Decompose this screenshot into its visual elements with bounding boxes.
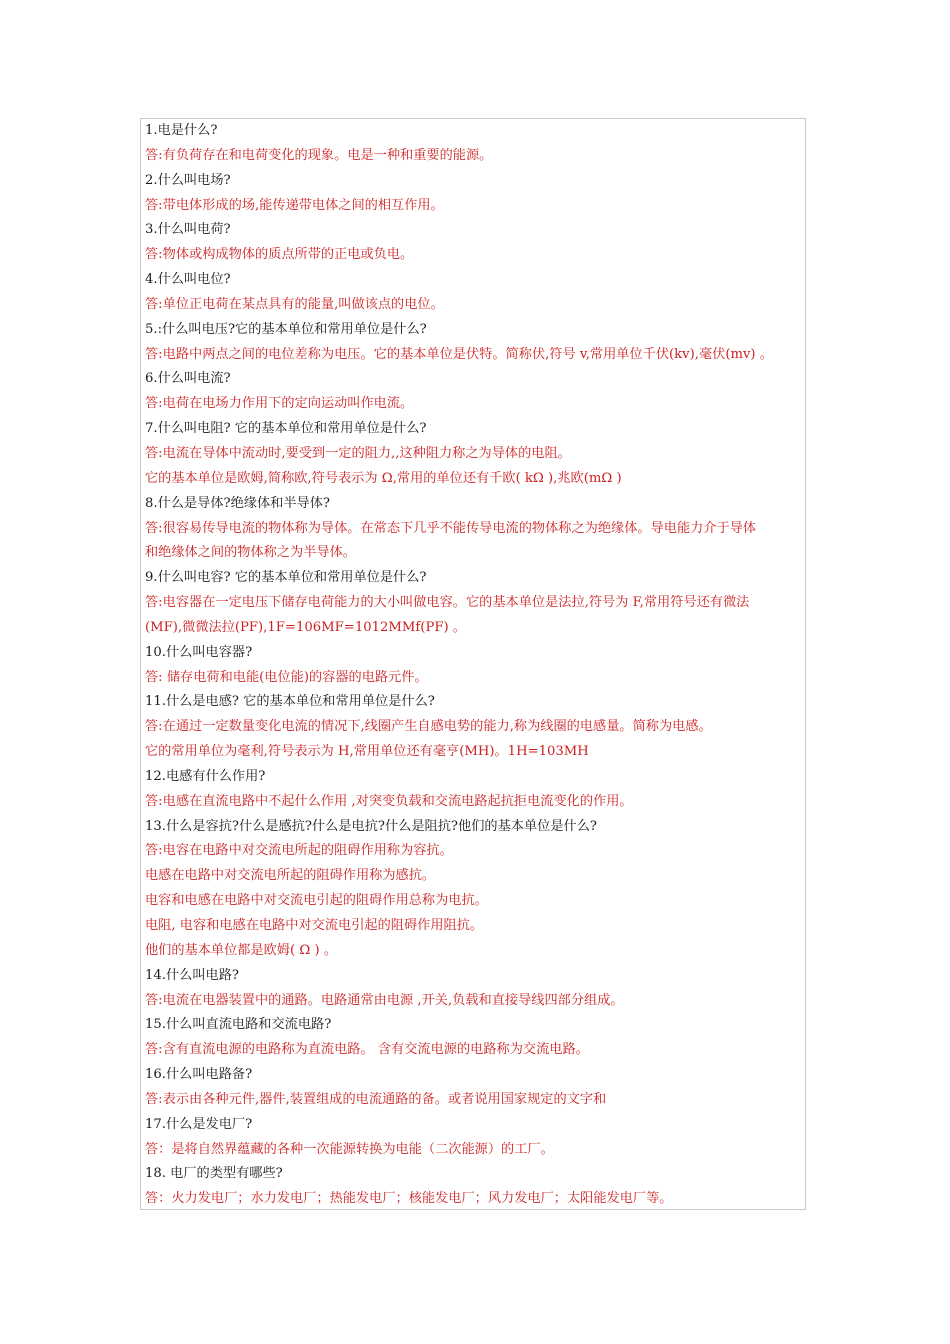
question-13: 13.什么是容抗?什么是感抗?什么是电抗?什么是阻抗?他们的基本单位是什么? (145, 818, 597, 834)
answer-10: 答: 储存电荷和电能(电位能)的容器的电路元件。 (145, 669, 428, 685)
answer-13-cont-2: 电容和电感在电路中对交流电引起的阻碍作用总称为电抗。 (145, 893, 488, 909)
answer-3: 答:物体或构成物体的质点所带的正电或负电。 (145, 247, 414, 263)
question-12: 12.电感有什么作用? (145, 768, 266, 784)
answer-13-cont-3: 电阻, 电容和电感在电路中对交流电引起的阻碍作用阻抗。 (145, 918, 484, 933)
question-14: 14.什么叫电路? (145, 967, 239, 983)
answer-11-cont: 它的常用单位为毫利,符号表示为 H,常用单位还有毫亨(MH)。1H=103MH (145, 744, 589, 760)
question-7: 7.什么叫电阻? 它的基本单位和常用单位是什么? (145, 421, 427, 437)
answer-14: 答:电流在电器装置中的通路。电路通常由电源 ,开关,负载和直接导线四部分组成。 (145, 992, 624, 1008)
answer-8-cont: 和绝缘体之间的物体称之为半导体。 (145, 545, 356, 561)
question-6: 6.什么叫电流? (145, 371, 231, 387)
answer-2: 答:带电体形成的场,能传递带电体之间的相互作用。 (145, 197, 444, 213)
question-9: 9.什么叫电容? 它的基本单位和常用单位是什么? (145, 570, 427, 586)
question-16: 16.什么叫电路备? (145, 1067, 253, 1083)
question-11: 11.什么是电感? 它的基本单位和常用单位是什么? (145, 694, 435, 710)
question-10: 10.什么叫电容器? (145, 644, 253, 660)
answer-7-cont: 它的基本单位是欧姆,简称欧,符号表示为 Ω,常用的单位还有千欧( kΩ ),兆欧(mΩ ) (145, 470, 622, 486)
question-4: 4.什么叫电位? (145, 272, 231, 288)
answer-13-cont-4: 他们的基本单位都是欧姆( Ω ) 。 (145, 942, 338, 958)
question-17: 17.什么是发电厂? (145, 1116, 253, 1132)
question-8: 8.什么是导体?绝缘体和半导体? (145, 495, 330, 511)
answer-9-cont: (MF),微微法拉(PF),1F=106MF=1012MMf(PF) 。 (145, 619, 466, 635)
answer-7: 答:电流在导体中流动时,要受到一定的阻力,,这种阻力称之为导体的电阻。 (145, 445, 571, 461)
answer-1: 答:有负荷存在和电荷变化的现象。电是一种和重要的能源。 (145, 147, 493, 163)
answer-17: 答：是将自然界蕴藏的各种一次能源转换为电能（二次能源）的工厂。 (145, 1141, 554, 1157)
question-18: 18. 电厂的类型有哪些? (145, 1166, 283, 1182)
answer-8: 答:很容易传导电流的物体称为导体。在常态下几乎不能传导电流的物体称之为绝缘体。导电能力介于导体 (145, 520, 757, 536)
answer-13: 答:电容在电路中对交流电所起的阻碍作用称为容抗。 (145, 843, 453, 859)
question-3: 3.什么叫电荷? (145, 222, 231, 238)
answer-18: 答：火力发电厂；水力发电厂；热能发电厂；核能发电厂；风力发电厂；太阳能发电厂等。 (145, 1191, 673, 1207)
answer-15: 答:含有直流电源的电路称为直流电路。 含有交流电源的电路称为交流电路。 (145, 1042, 589, 1058)
answer-11: 答:在通过一定数量变化电流的情况下,线圈产生自感电势的能力,称为线圈的电感量。简称为电感。 (145, 719, 712, 735)
question-1: 1.电是什么? (145, 123, 218, 138)
question-2: 2.什么叫电场? (145, 172, 231, 188)
answer-16: 答:表示由各种元件,器件,装置组成的电流通路的备。或者说用国家规定的文字和 (145, 1091, 607, 1107)
answer-5: 答:电路中两点之间的电位差称为电压。它的基本单位是伏特。简称伏,符号 v,常用单位千伏(kv),毫伏(mv) 。 (145, 346, 773, 362)
answer-12: 答:电感在直流电路中不起什么作用 ,对突变负载和交流电路起抗拒电流变化的作用。 (145, 793, 633, 809)
qa-document (140, 118, 806, 1210)
question-15: 15.什么叫直流电路和交流电路? (145, 1017, 332, 1033)
answer-9: 答:电容器在一定电压下储存电荷能力的大小叫做电容。它的基本单位是法拉,符号为 F,常用符号还有微法 (145, 595, 750, 611)
answer-4: 答:单位正电荷在某点具有的能量,叫做该点的电位。 (145, 296, 444, 312)
answer-6: 答:电荷在电场力作用下的定向运动叫作电流。 (145, 396, 414, 412)
answer-13-cont-1: 电感在电路中对交流电所起的阻碍作用称为感抗。 (145, 868, 436, 884)
question-5: 5.:什么叫电压?它的基本单位和常用单位是什么? (145, 321, 427, 337)
